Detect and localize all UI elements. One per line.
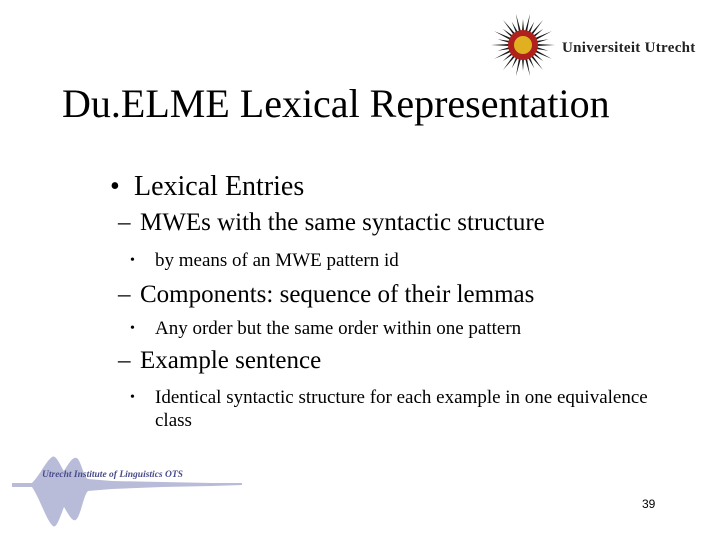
bullet-marker: • [130,321,135,336]
sub-sub-item-any-order [130,317,675,340]
sub-sub-item-pattern-id [130,249,675,272]
bullet-marker: • [110,171,120,202]
dash-marker: – [118,281,131,308]
sub-sub-item-text: Any order but the same order within one pattern [155,318,522,339]
bullet-marker: • [130,390,135,405]
soundwave-icon [12,455,242,533]
sub-item-mwes [118,208,545,238]
university-logo [490,12,720,76]
dash-marker: – [118,347,131,374]
sub-sub-item-text: by means of an MWE pattern id [155,250,399,271]
sub-item-text: MWEs with the same syntactic structure [140,209,545,236]
institute-logo-text: Utrecht Institute of Linguistics OTS [42,470,183,480]
slide-title: Du.ELME Lexical Representation [62,81,610,126]
sub-item-text: Components: sequence of their lemmas [140,281,535,308]
dash-marker: – [118,209,131,236]
sub-item-example-sentence [118,346,321,376]
bullet-text: Lexical Entries [134,171,305,202]
institute-logo [12,455,242,533]
sub-sub-item-text: Identical syntactic structure for each example in one equivalence class [155,387,648,431]
page-number: 39 [642,497,656,511]
bullet-item-lexical-entries [110,170,304,204]
sub-sub-item-identical-structure [130,386,675,432]
sub-item-components [118,280,534,310]
bullet-marker: • [130,253,135,268]
sun-emblem-icon [490,12,556,78]
sub-item-text: Example sentence [140,347,322,374]
university-name: Universiteit Utrecht [562,40,696,56]
